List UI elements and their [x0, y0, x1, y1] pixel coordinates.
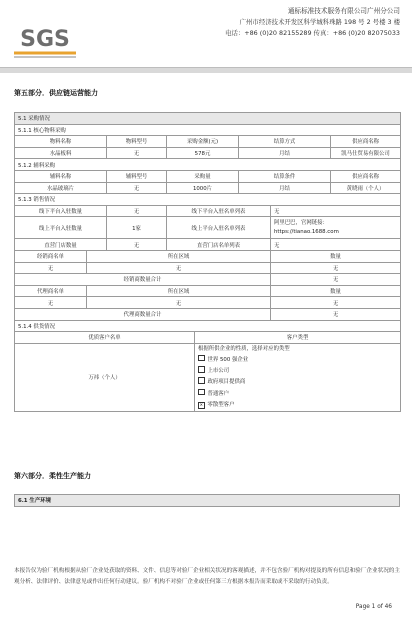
- table-header: 优质客户名单: [15, 332, 195, 344]
- table-row: [15, 182, 401, 194]
- table-cell: 无: [87, 262, 271, 274]
- company-name: 通标标准技术服务有限公司广州分公司: [287, 7, 400, 15]
- table-cell: 无: [107, 182, 167, 194]
- table-header: 物料型号: [107, 136, 167, 148]
- table-cell: 黄晓雨（个人）: [331, 182, 401, 194]
- table-header: 采购量: [167, 170, 239, 182]
- table-cell: 1000片: [167, 182, 239, 194]
- table-cell: 水晶玻璃片: [15, 182, 107, 194]
- table-header: 所在区域: [87, 250, 271, 262]
- sales-label: 线上平台入驻数量: [15, 217, 107, 239]
- table-cell: 水晶板料: [15, 147, 107, 159]
- table-header: 结算方式: [239, 136, 331, 148]
- table-header: 物料名称: [15, 136, 107, 148]
- section6-title: 第六部分．柔性生产能力: [14, 472, 91, 480]
- online-platform-link: https://tianao.1688.com: [274, 228, 339, 235]
- table-header: 所在区域: [87, 285, 271, 297]
- table-header: 数量: [271, 285, 401, 297]
- customer-type-option: 上市公司: [198, 366, 397, 377]
- sales-list-label: 线上平台入驻名单列表: [167, 217, 271, 239]
- sales-label: 线下平台入驻数量: [15, 205, 107, 217]
- customer-type-option: ✕ 零散型客户: [199, 401, 235, 408]
- checkbox-icon: [198, 366, 205, 373]
- sales-value: 1家: [107, 217, 167, 239]
- table-cell: 578元: [167, 147, 239, 159]
- production-env-table: [14, 494, 400, 507]
- heading-5-1: 5.1 采购情况: [15, 113, 401, 125]
- table-header: 供应商名称: [331, 170, 401, 182]
- logo-text: SGS: [20, 27, 70, 52]
- sales-list-value: 无: [271, 205, 401, 217]
- core-material-header-row: [15, 136, 401, 148]
- table-header: 代理商名单: [15, 285, 87, 297]
- checkbox-icon: [198, 377, 205, 384]
- table-row: [15, 262, 401, 274]
- table-header: 结算条件: [239, 170, 331, 182]
- agent-header-row: [15, 285, 401, 297]
- sales-list-value: 无: [271, 239, 401, 251]
- supply-row: [15, 343, 401, 411]
- table-cell: 无: [107, 147, 167, 159]
- sales-label: 直营门店数量: [15, 239, 107, 251]
- heading-5-1-1: 5.1.1 核心物料采购: [15, 124, 401, 136]
- table-cell: 凯马仕贸易有限公司: [331, 147, 401, 159]
- table-row: [15, 147, 401, 159]
- table-header: 辅料名称: [15, 170, 107, 182]
- customer-type-intro: 根据所供企业的性质，选择对应的类型: [198, 345, 290, 352]
- table-header: 数量: [271, 250, 401, 262]
- checkbox-checked-icon: ✕: [199, 402, 203, 408]
- distributor-header-row: [15, 250, 401, 262]
- customer-name: 万祎（个人）: [15, 343, 195, 411]
- company-contact: 电话：+86 (0)20 82155289 传真：+86 (0)20 82075033: [225, 29, 400, 37]
- table-cell: 无: [15, 262, 87, 274]
- table-cell: 月结: [239, 182, 331, 194]
- table-cell: 无: [87, 297, 271, 309]
- heading-5-1-4: 5.1.4 供货情况: [15, 320, 401, 332]
- table-cell: 无: [15, 297, 87, 309]
- online-platform-name: 阿里巴巴，官网链接：: [274, 219, 328, 226]
- disclaimer: 本报告仅为验厂机构根据从验厂企业处获取的资料、文件、信息等对验厂企业相关状况的客观描述，并不包含验厂机构对提及的所有信息和验厂企业状况的主观分析、法律评价、法律意见或作出任何行动建议。验厂机构不对验厂企业或任何第三方根据本报告而采取或不采取的行动负责。: [14, 568, 400, 585]
- sales-list-value: [271, 217, 401, 239]
- checkbox-icon: [198, 355, 205, 362]
- agent-total-row: [15, 308, 401, 320]
- sales-value: 无: [107, 205, 167, 217]
- heading-5-1-3: 5.1.3 销售情况: [15, 194, 401, 206]
- table-header: 辅料型号: [107, 170, 167, 182]
- customer-type-option: 世界 500 强企业: [198, 355, 397, 366]
- checkbox-icon: [198, 389, 205, 396]
- section5-title: 第五部分．供应链运营能力: [14, 89, 98, 97]
- report-header: [0, 0, 412, 66]
- table-cell: 月结: [239, 147, 331, 159]
- heading-6-1: 6.1 生产环境: [15, 495, 400, 507]
- customer-type-option: 普通客户: [198, 389, 397, 400]
- table-header: 经销商名单: [15, 250, 87, 262]
- page-number: Page 1 of 46: [355, 604, 392, 610]
- table-cell: 无: [271, 297, 401, 309]
- total-value: 无: [271, 308, 401, 320]
- table-header: 采购金额(元): [167, 136, 239, 148]
- customer-type-list: [195, 343, 401, 411]
- heading-5-1-2: 5.1.2 辅料采购: [15, 159, 401, 171]
- table-header: 客户类型: [195, 332, 401, 344]
- supply-chain-table: [14, 112, 401, 412]
- sales-row-online: [15, 217, 401, 239]
- sales-row-stores: [15, 239, 401, 251]
- table-header: 供应商名称: [331, 136, 401, 148]
- customer-type-option: 政府项目提供商: [198, 377, 397, 388]
- distributor-total-row: [15, 274, 401, 286]
- company-address: 广州市经济技术开发区科学城科珠路 198 号 2 号楼 3 楼: [239, 18, 400, 26]
- sales-row-offline: [15, 205, 401, 217]
- supply-header-row: [15, 332, 401, 344]
- table-cell: 无: [271, 262, 401, 274]
- aux-material-header-row: [15, 170, 401, 182]
- table-row: [15, 297, 401, 309]
- sales-list-label: 线下平台入驻名单列表: [167, 205, 271, 217]
- header-divider: [0, 67, 412, 73]
- sgs-logo: [14, 20, 76, 60]
- sales-list-label: 直营门店名单列表: [167, 239, 271, 251]
- total-label: 经销商数量合计: [15, 274, 271, 286]
- total-value: 无: [271, 274, 401, 286]
- total-label: 代理商数量合计: [15, 308, 271, 320]
- sales-value: 无: [107, 239, 167, 251]
- company-info: [225, 6, 400, 39]
